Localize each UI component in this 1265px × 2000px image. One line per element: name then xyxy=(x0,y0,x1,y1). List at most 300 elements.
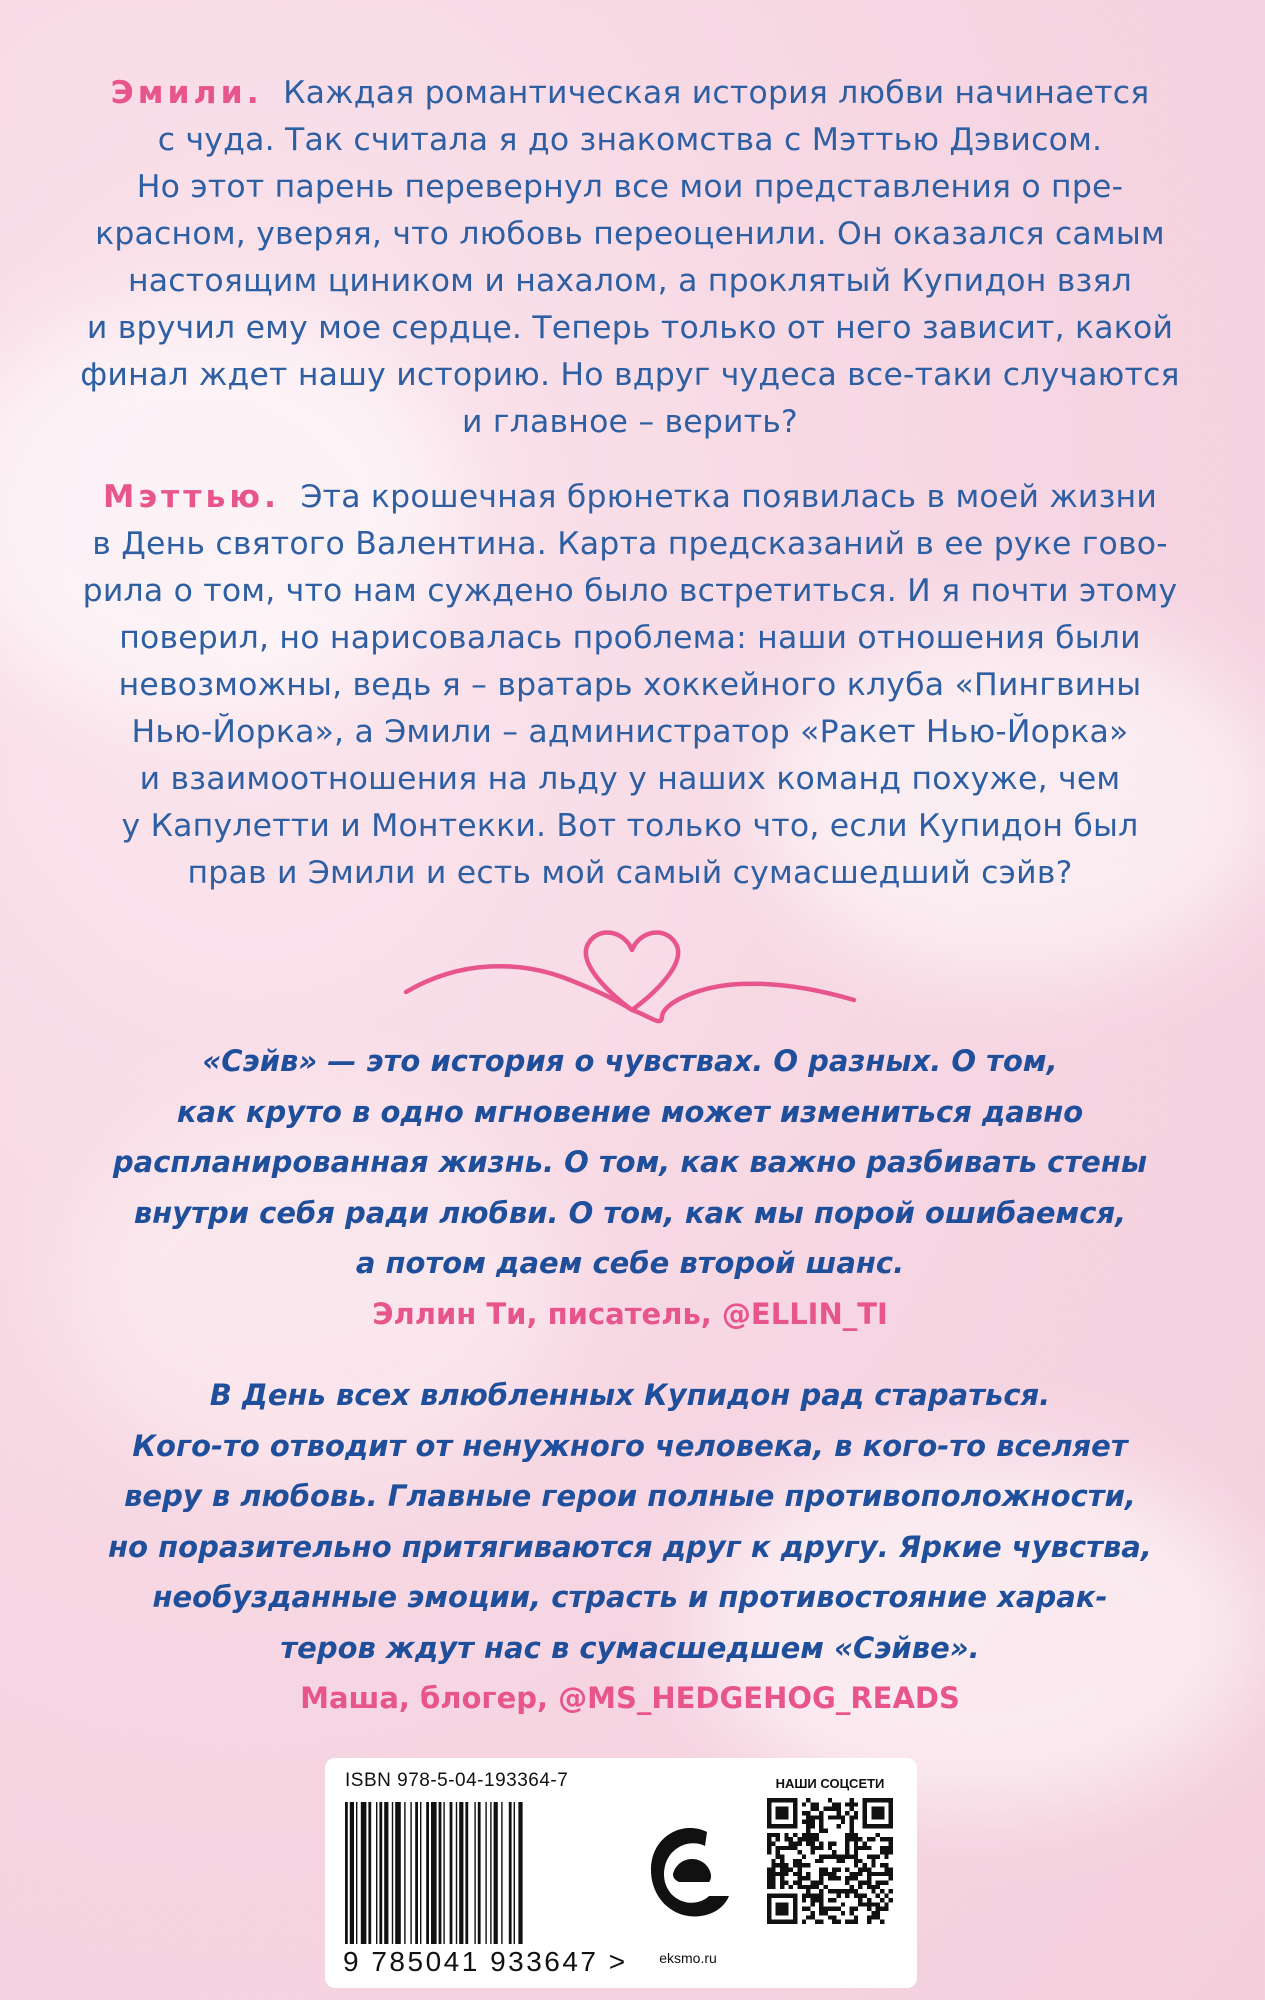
qr-module xyxy=(876,1894,880,1898)
qr-module xyxy=(793,1833,797,1837)
qr-module xyxy=(780,1854,784,1858)
qr-module xyxy=(871,1859,875,1863)
barcode-bar xyxy=(404,1802,405,1944)
barcode-bar xyxy=(459,1802,463,1944)
review-line: как круто в одно мгновение может измениться давно xyxy=(176,1094,1084,1129)
qr-module xyxy=(815,1807,819,1811)
qr-module xyxy=(806,1811,810,1815)
qr-module xyxy=(858,1881,862,1885)
barcode-bar xyxy=(420,1802,421,1944)
qr-module xyxy=(828,1807,832,1811)
qr-module xyxy=(871,1911,875,1915)
qr-module xyxy=(823,1807,827,1811)
qr-module xyxy=(776,1846,780,1850)
blurb-line: настоящим циником и нахалом, а проклятый Купидон взял xyxy=(127,263,1132,299)
review-line: а потом даем себе второй шанс. xyxy=(355,1246,905,1280)
qr-module xyxy=(854,1894,858,1898)
qr-module xyxy=(802,1863,806,1867)
qr-module xyxy=(780,1876,784,1880)
qr-module xyxy=(876,1854,880,1858)
qr-module xyxy=(810,1846,814,1850)
review-attribution: Эллин Ти, писатель, @ELLIN_TI xyxy=(372,1296,888,1331)
qr-module xyxy=(837,1824,841,1828)
qr-module xyxy=(850,1802,854,1806)
qr-module xyxy=(789,1837,793,1841)
barcode-bar xyxy=(379,1802,382,1944)
qr-module xyxy=(806,1894,810,1898)
qr-module xyxy=(850,1820,854,1824)
qr-module xyxy=(880,1881,884,1885)
qr-module xyxy=(784,1881,788,1885)
qr-module xyxy=(810,1881,814,1885)
qr-module xyxy=(876,1915,880,1919)
qr-module xyxy=(819,1911,823,1915)
qr-module xyxy=(793,1872,797,1876)
review-line: теров ждут нас в сумасшедшем «Сэйве». xyxy=(280,1630,980,1665)
qr-module xyxy=(845,1894,849,1898)
qr-module xyxy=(876,1902,880,1906)
qr-module xyxy=(880,1920,884,1924)
qr-module xyxy=(871,1902,875,1906)
qr-module xyxy=(854,1859,858,1863)
qr-module xyxy=(793,1881,797,1885)
qr-module xyxy=(845,1802,849,1806)
barcode-bar xyxy=(474,1802,475,1944)
qr-module xyxy=(819,1824,823,1828)
qr-module xyxy=(850,1837,854,1841)
qr-module xyxy=(889,1837,893,1841)
qr-module xyxy=(837,1854,841,1858)
qr-module xyxy=(832,1898,836,1902)
qr-module xyxy=(771,1833,775,1837)
qr-module xyxy=(806,1824,810,1828)
qr-module xyxy=(845,1837,849,1841)
barcode-bar xyxy=(395,1802,401,1944)
qr-module xyxy=(784,1846,788,1850)
qr-module xyxy=(871,1863,875,1867)
qr-module xyxy=(884,1881,888,1885)
qr-module xyxy=(797,1863,801,1867)
qr-module xyxy=(780,1859,784,1863)
qr-module xyxy=(797,1881,801,1885)
qr-module xyxy=(854,1920,858,1924)
qr-module xyxy=(810,1915,814,1919)
qr-module xyxy=(802,1898,806,1902)
barcode-bar xyxy=(350,1802,354,1944)
qr-module xyxy=(819,1872,823,1876)
qr-module xyxy=(850,1872,854,1876)
barcode-icon xyxy=(343,1802,611,1944)
qr-module xyxy=(845,1881,849,1885)
qr-module xyxy=(780,1885,784,1889)
qr-module xyxy=(889,1868,893,1872)
qr-module xyxy=(802,1837,806,1841)
qr-module xyxy=(880,1872,884,1876)
review-line: «Сэйв» — это история о чувствах. О разных. О том, xyxy=(202,1044,1058,1078)
barcode-bar xyxy=(361,1802,367,1944)
qr-module xyxy=(837,1907,841,1911)
qr-module xyxy=(776,1872,780,1876)
qr-module xyxy=(815,1894,819,1898)
qr-module xyxy=(837,1894,841,1898)
qr-module xyxy=(863,1863,867,1867)
qr-module xyxy=(819,1920,823,1924)
qr-module xyxy=(884,1894,888,1898)
qr-module xyxy=(876,1833,880,1837)
blurb-line: в День святого Валентина. Карта предсказаний в ее руке гово- xyxy=(92,526,1168,562)
barcode-bar xyxy=(439,1802,442,1944)
qr-module xyxy=(884,1868,888,1872)
qr-module xyxy=(828,1876,832,1880)
qr-module xyxy=(867,1898,871,1902)
qr-module xyxy=(780,1868,784,1872)
qr-module xyxy=(832,1915,836,1919)
qr-module xyxy=(776,1902,789,1915)
qr-module xyxy=(863,1902,867,1906)
qr-module xyxy=(802,1907,806,1911)
qr-module xyxy=(789,1885,793,1889)
qr-module xyxy=(832,1889,836,1893)
qr-module xyxy=(867,1872,871,1876)
qr-module xyxy=(806,1820,810,1824)
qr-module xyxy=(828,1872,832,1876)
qr-module xyxy=(832,1850,836,1854)
review-line: но поразительно притягиваются друг к другу. Яркие чувства, xyxy=(108,1529,1152,1564)
qr-module xyxy=(884,1907,888,1911)
qr-module xyxy=(828,1815,832,1819)
qr-module xyxy=(841,1902,845,1906)
qr-module xyxy=(889,1889,893,1893)
qr-module xyxy=(810,1902,814,1906)
qr-module xyxy=(837,1868,841,1872)
barcode-bar xyxy=(410,1802,411,1944)
blurb-line: невозможны, ведь я – вратарь хоккейного клуба «Пингвины xyxy=(118,667,1142,703)
qr-module xyxy=(797,1850,801,1854)
barcode-bar xyxy=(431,1802,437,1944)
qr-module xyxy=(854,1815,858,1819)
qr-module xyxy=(845,1833,849,1837)
qr-module xyxy=(828,1898,832,1902)
qr-module xyxy=(850,1907,854,1911)
qr-module xyxy=(837,1815,841,1819)
blurb-line: Нью-Йорка», а Эмили – администратор «Ракет Нью-Йорка» xyxy=(131,714,1129,750)
qr-module xyxy=(832,1920,836,1924)
qr-module xyxy=(789,1841,793,1845)
qr-module xyxy=(854,1811,858,1815)
qr-module xyxy=(767,1850,771,1854)
qr-module xyxy=(806,1915,810,1919)
qr-module xyxy=(802,1894,806,1898)
qr-module xyxy=(832,1807,836,1811)
qr-module xyxy=(793,1863,797,1867)
qr-module xyxy=(806,1841,810,1845)
qr-module xyxy=(828,1854,832,1858)
qr-module xyxy=(815,1837,819,1841)
qr-module xyxy=(819,1854,823,1858)
review-line: внутри себя ради любви. О том, как мы порой ошибаемся, xyxy=(133,1195,1127,1230)
qr-module xyxy=(867,1915,871,1919)
barcode-bar xyxy=(478,1802,481,1944)
qr-module xyxy=(819,1828,823,1832)
qr-module xyxy=(797,1885,801,1889)
qr-module xyxy=(867,1920,871,1924)
barcode-bar xyxy=(456,1802,457,1944)
qr-module xyxy=(858,1859,862,1863)
review-attribution: Маша, блогер, @MS_HEDGEHOG_READS xyxy=(300,1681,960,1715)
qr-module xyxy=(871,1872,875,1876)
qr-module xyxy=(819,1868,823,1872)
qr-module xyxy=(884,1902,888,1906)
qr-module xyxy=(889,1841,893,1845)
qr-module xyxy=(828,1889,832,1893)
qr-module xyxy=(884,1854,888,1858)
qr-module xyxy=(771,1881,775,1885)
qr-module xyxy=(789,1846,793,1850)
qr-module xyxy=(832,1876,836,1880)
qr-module xyxy=(876,1885,880,1889)
qr-module xyxy=(810,1850,814,1854)
barcode-bar xyxy=(509,1802,512,1944)
blurb-line: и взаимоотношения на льду у наших команд похуже, чем xyxy=(139,761,1121,797)
qr-module xyxy=(810,1885,814,1889)
barcode-bar xyxy=(426,1802,429,1944)
blurb-line: поверил, но нарисовалась проблема: наши отношения были xyxy=(119,620,1141,656)
qr-module xyxy=(776,1863,780,1867)
qr-module xyxy=(815,1846,819,1850)
qr-module xyxy=(819,1841,823,1845)
qr-module xyxy=(858,1894,862,1898)
barcode-bar xyxy=(518,1802,522,1944)
qr-module xyxy=(815,1881,819,1885)
qr-module xyxy=(806,1889,810,1893)
qr-module xyxy=(802,1811,806,1815)
qr-module xyxy=(819,1898,823,1902)
blurb-line: Эмили. Каждая романтическая история любви начинается xyxy=(110,75,1150,111)
qr-module xyxy=(823,1854,827,1858)
qr-module xyxy=(819,1889,823,1893)
qr-module xyxy=(854,1846,858,1850)
qr-module xyxy=(841,1815,845,1819)
qr-module xyxy=(815,1920,819,1924)
qr-module xyxy=(884,1846,888,1850)
qr-module xyxy=(810,1802,814,1806)
barcode-bar xyxy=(485,1802,486,1944)
qr-module xyxy=(771,1859,775,1863)
qr-module xyxy=(850,1911,854,1915)
qr-module xyxy=(797,1859,801,1863)
qr-module xyxy=(858,1885,862,1889)
qr-module xyxy=(780,1863,784,1867)
qr-module xyxy=(884,1872,888,1876)
qr-module xyxy=(806,1798,810,1802)
qr-module xyxy=(771,1876,775,1880)
qr-module xyxy=(867,1837,871,1841)
qr-module xyxy=(810,1833,814,1837)
qr-module xyxy=(776,1807,789,1820)
review-line: распланированная жизнь. О том, как важно разбивать стены xyxy=(112,1145,1148,1179)
qr-module xyxy=(837,1802,841,1806)
blurb-line: прав и Эмили и есть мой самый сумасшедший сэйв? xyxy=(187,855,1073,891)
qr-module xyxy=(780,1872,784,1876)
qr-module xyxy=(867,1885,871,1889)
qr-module xyxy=(889,1872,893,1876)
qr-module xyxy=(784,1872,788,1876)
qr-module xyxy=(876,1872,880,1876)
qr-module xyxy=(832,1872,836,1876)
qr-module xyxy=(854,1841,858,1845)
qr-module xyxy=(806,1885,810,1889)
qr-module xyxy=(784,1868,788,1872)
qr-module xyxy=(810,1807,814,1811)
qr-module xyxy=(884,1837,888,1841)
qr-module xyxy=(845,1811,849,1815)
qr-module xyxy=(828,1841,832,1845)
qr-module xyxy=(828,1915,832,1919)
qr-module xyxy=(889,1850,893,1854)
qr-module xyxy=(845,1920,849,1924)
qr-module xyxy=(837,1807,841,1811)
qr-module xyxy=(823,1907,827,1911)
qr-module xyxy=(797,1876,801,1880)
qr-module xyxy=(776,1854,780,1858)
qr-module xyxy=(841,1820,845,1824)
qr-module xyxy=(863,1881,867,1885)
qr-module xyxy=(819,1815,823,1819)
qr-module xyxy=(815,1802,819,1806)
eksmo-logo-icon xyxy=(643,1818,733,1928)
qr-module xyxy=(832,1841,836,1845)
qr-module xyxy=(767,1868,771,1872)
barcode-bar xyxy=(356,1802,357,1944)
qr-module xyxy=(806,1863,810,1867)
qr-module xyxy=(819,1846,823,1850)
qr-module xyxy=(802,1833,806,1837)
qr-module xyxy=(850,1876,854,1880)
qr-module xyxy=(850,1807,854,1811)
blurb-line: с чуда. Так считала я до знакомства с Мэттью Дэвисом. xyxy=(157,122,1103,158)
review-masha xyxy=(80,1370,1180,1724)
qr-module xyxy=(867,1876,871,1880)
blurb-line: и вручил ему мое сердце. Теперь только от него зависит, какой xyxy=(86,310,1174,346)
social-label: НАШИ СОЦСЕТИ xyxy=(775,1776,885,1791)
qr-module xyxy=(810,1841,814,1845)
heart-ribbon-divider-icon xyxy=(400,920,860,1030)
qr-module xyxy=(880,1850,884,1854)
qr-module xyxy=(880,1863,884,1867)
qr-module xyxy=(767,1841,771,1845)
qr-module xyxy=(871,1885,875,1889)
blurb-line: рила о том, что нам суждено было встретиться. И я почти этому xyxy=(82,573,1178,609)
qr-module xyxy=(806,1833,810,1837)
qr-module xyxy=(850,1828,854,1832)
qr-module xyxy=(845,1876,849,1880)
qr-module xyxy=(823,1868,827,1872)
qr-module xyxy=(815,1885,819,1889)
qr-module xyxy=(819,1907,823,1911)
qr-module xyxy=(837,1859,841,1863)
qr-module xyxy=(802,1802,806,1806)
blurb-line: Но этот парень перевернул все мои представления о пре- xyxy=(136,169,1124,205)
qr-module xyxy=(863,1846,867,1850)
qr-module xyxy=(810,1824,814,1828)
qr-module xyxy=(793,1859,797,1863)
blurb-emily xyxy=(80,70,1180,446)
qr-module xyxy=(854,1915,858,1919)
qr-module xyxy=(867,1881,871,1885)
qr-module xyxy=(802,1820,806,1824)
barcode-bar xyxy=(514,1802,515,1944)
qr-module xyxy=(823,1911,827,1915)
qr-module xyxy=(858,1872,862,1876)
qr-module xyxy=(810,1820,814,1824)
qr-module xyxy=(806,1828,810,1832)
qr-module xyxy=(832,1802,836,1806)
qr-module xyxy=(776,1833,780,1837)
qr-module xyxy=(767,1881,771,1885)
qr-module xyxy=(889,1876,893,1880)
publisher-site: eksmo.ru xyxy=(659,1950,717,1966)
qr-module xyxy=(845,1889,849,1893)
qr-module xyxy=(802,1854,806,1858)
qr-module xyxy=(854,1863,858,1867)
qr-module xyxy=(871,1889,875,1893)
qr-module xyxy=(850,1824,854,1828)
qr-module xyxy=(850,1920,854,1924)
blurb-line: у Капулетти и Монтекки. Вот только что, если Купидон был xyxy=(121,808,1139,844)
qr-code-icon xyxy=(767,1798,893,1924)
qr-module xyxy=(819,1820,823,1824)
qr-module xyxy=(858,1837,862,1841)
barcode-bar xyxy=(443,1802,444,1944)
qr-module xyxy=(850,1854,854,1858)
qr-module xyxy=(771,1868,775,1872)
qr-module xyxy=(815,1898,819,1902)
qr-module xyxy=(815,1815,819,1819)
qr-module xyxy=(841,1911,845,1915)
qr-module xyxy=(784,1833,788,1837)
qr-module xyxy=(810,1898,814,1902)
qr-module xyxy=(832,1815,836,1819)
qr-module xyxy=(867,1846,871,1850)
qr-module xyxy=(850,1798,854,1802)
qr-module xyxy=(854,1833,858,1837)
qr-module xyxy=(850,1815,854,1819)
qr-module xyxy=(784,1863,788,1867)
barcode-bar xyxy=(465,1802,468,1944)
blurb-matthew xyxy=(80,474,1180,897)
qr-module xyxy=(854,1850,858,1854)
qr-module xyxy=(854,1907,858,1911)
blurb-line: и главное – верить? xyxy=(462,404,798,440)
blurb-line: красном, уверяя, что любовь переоценили. Он оказался самым xyxy=(95,216,1165,252)
qr-module xyxy=(867,1907,871,1911)
qr-module xyxy=(880,1846,884,1850)
qr-module xyxy=(889,1846,893,1850)
qr-module xyxy=(815,1859,819,1863)
qr-module xyxy=(802,1876,806,1880)
narrator-name: Мэттью. xyxy=(102,479,281,515)
qr-module xyxy=(793,1841,797,1845)
qr-module xyxy=(780,1846,784,1850)
blurb-line: финал ждет нашу историю. Но вдруг чудеса все-таки случаются xyxy=(80,357,1180,393)
qr-module xyxy=(828,1907,832,1911)
qr-module xyxy=(767,1846,771,1850)
barcode-bar xyxy=(450,1802,453,1944)
qr-module xyxy=(850,1885,854,1889)
qr-module xyxy=(876,1907,880,1911)
isbn-label: ISBN 978-5-04-193364-7 xyxy=(345,1770,569,1791)
qr-module xyxy=(858,1846,862,1850)
